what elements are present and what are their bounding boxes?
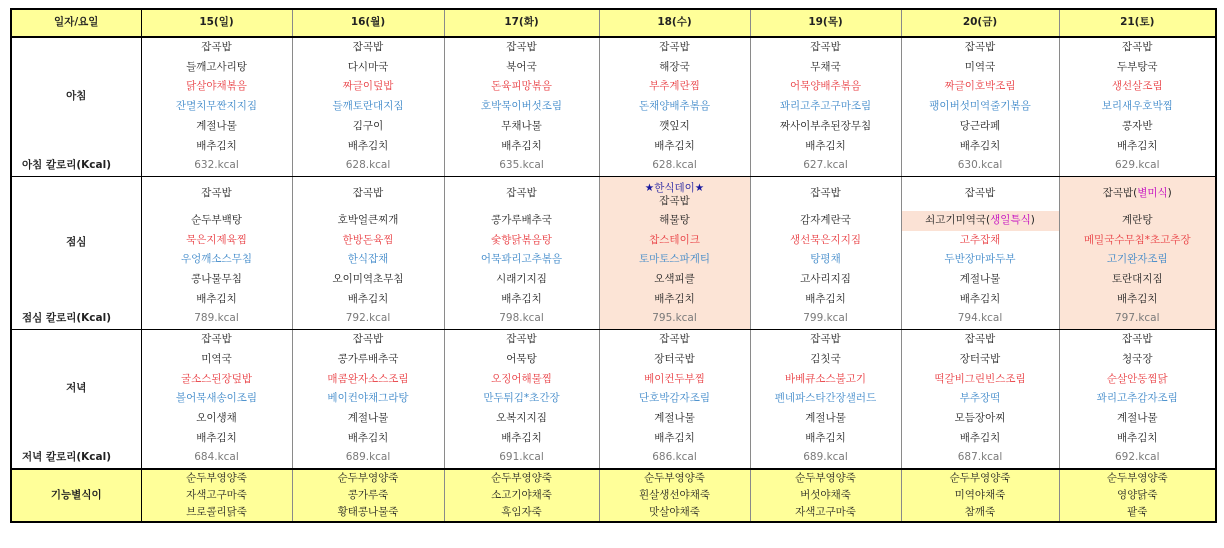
birthday-soup-paren: ) [1030,213,1035,226]
breakfast-tue-item-2: 돈육피망볶음 [444,77,599,97]
dinner-sat-item-1: 청국장 [1059,350,1216,370]
day-header-mon: 16(월) [292,9,444,37]
dinner-sun-item-1: 미역국 [141,350,292,370]
functional-row-1 [11,487,1216,504]
dinner-tue-calories: 691.kcal [444,448,599,469]
lunch-row-1 [11,211,1216,231]
day-header-tue: 17(화) [444,9,599,37]
breakfast-row-0 [11,37,1216,58]
functional-thu-item-2: 자색고구마죽 [750,504,901,522]
dinner-sat-calories: 692.kcal [1059,448,1216,469]
lunch-sat-item-0 [1059,176,1216,211]
functional-mon-item-0: 순두부영양죽 [292,469,444,487]
lunch-thu-item-4: 고사리지짐 [750,270,901,290]
dinner-sun-calories: 684.kcal [141,448,292,469]
day-header-thu: 19(목) [750,9,901,37]
functional-row-2 [11,504,1216,522]
breakfast-sat-item-1: 두부탕국 [1059,58,1216,78]
lunch-fri-calories: 794.kcal [901,309,1059,329]
dinner-sun-item-0: 잡곡밥 [141,330,292,350]
dinner-sun-item-2: 굴소스된장덮밥 [141,370,292,390]
functional-mon-item-1: 콩가루죽 [292,487,444,504]
lunch-tue-item-4: 시래기지짐 [444,270,599,290]
day-header-sun: 15(일) [141,9,292,37]
lunch-tue-calories: 798.kcal [444,309,599,329]
lunch-thu-item-5: 배추김치 [750,290,901,310]
functional-sun-item-2: 브로콜리닭죽 [141,504,292,522]
breakfast-wed-calories: 628.kcal [599,156,750,176]
breakfast-wed-item-3: 돈채양배추볶음 [599,97,750,117]
breakfast-sat-item-2: 생선살조림 [1059,77,1216,97]
dinner-thu-item-0: 잡곡밥 [750,330,901,350]
breakfast-sun-item-5: 배추김치 [141,137,292,157]
breakfast-tue-calories: 635.kcal [444,156,599,176]
breakfast-mon-item-2: 짜글이덮밥 [292,77,444,97]
lunch-tue-item-2: 숯향닭볶음탕 [444,231,599,251]
sat-rice-text: 잡곡밥( [1102,187,1138,200]
dinner-wed-item-3: 단호박감자조림 [599,389,750,409]
dinner-sat-item-2: 순살안동찜닭 [1059,370,1216,390]
breakfast-sun-item-3: 잔멸치무짠지지짐 [141,97,292,117]
dinner-fri-item-2: 떡갈비그린빈스조림 [901,370,1059,390]
breakfast-fri-item-3: 팽이버섯미역줄기볶음 [901,97,1059,117]
lunch-sun-calories: 789.kcal [141,309,292,329]
dinner-row-4 [11,409,1216,429]
breakfast-tue-item-1: 북어국 [444,58,599,78]
dinner-wed-item-4: 계절나물 [599,409,750,429]
lunch-fri-item-2: 고추잡채 [901,231,1059,251]
breakfast-label: 아침 [11,37,141,156]
functional-sat-item-0: 순두부영양죽 [1059,469,1216,487]
dinner-thu-calories: 689.kcal [750,448,901,469]
functional-tue-item-2: 흑임자죽 [444,504,599,522]
functional-sun-item-0: 순두부영양죽 [141,469,292,487]
lunch-thu-item-0: 잡곡밥 [750,176,901,211]
breakfast-thu-item-3: 꽈리고추고구마조림 [750,97,901,117]
lunch-sun-item-1: 순두부백탕 [141,211,292,231]
dinner-mon-item-1: 콩가루배추국 [292,350,444,370]
lunch-sun-item-4: 콩나물무침 [141,270,292,290]
birthday-soup-text: 쇠고기미역국( [925,213,991,226]
korean-day-badge: ★한식데이★ [644,182,705,195]
breakfast-wed-item-0: 잡곡밥 [599,37,750,58]
lunch-sat-item-4: 토란대지짐 [1059,270,1216,290]
lunch-sat-item-2: 메밀국수무침*초고추장 [1059,231,1216,251]
lunch-wed-rice: 잡곡밥 [659,195,690,208]
lunch-row-5 [11,290,1216,310]
lunch-wed-item-0 [599,176,750,211]
breakfast-fri-item-5: 배추김치 [901,137,1059,157]
functional-wed-item-1: 흰살생선야채죽 [599,487,750,504]
breakfast-sun-item-2: 닭살야채볶음 [141,77,292,97]
lunch-fri-item-1 [901,211,1059,231]
dinner-sat-item-5: 배추김치 [1059,429,1216,449]
dinner-sat-item-0: 잡곡밥 [1059,330,1216,350]
lunch-row-4 [11,270,1216,290]
breakfast-mon-item-3: 들깨토란대지짐 [292,97,444,117]
breakfast-wed-item-1: 해장국 [599,58,750,78]
dinner-tue-item-5: 배추김치 [444,429,599,449]
lunch-label: 점심 [11,176,141,309]
lunch-wed-item-5: 배추김치 [599,290,750,310]
dinner-label: 저녁 [11,330,141,449]
breakfast-fri-item-1: 미역국 [901,58,1059,78]
dinner-tue-item-4: 오복지지짐 [444,409,599,429]
breakfast-tue-item-4: 무채나물 [444,117,599,137]
functional-label: 기능별식이 [11,469,141,522]
dinner-mon-calories: 689.kcal [292,448,444,469]
lunch-row-3 [11,250,1216,270]
dinner-thu-item-4: 계절나물 [750,409,901,429]
functional-wed-item-0: 순두부영양죽 [599,469,750,487]
dinner-sun-item-3: 볼어묵새송이조림 [141,389,292,409]
functional-sun-item-1: 자색고구마죽 [141,487,292,504]
dinner-mon-item-0: 잡곡밥 [292,330,444,350]
dinner-wed-item-0: 잡곡밥 [599,330,750,350]
header-label: 일자/요일 [11,9,141,37]
dinner-wed-item-2: 베이컨두부찜 [599,370,750,390]
breakfast-sat-item-4: 콩자반 [1059,117,1216,137]
lunch-thu-item-1: 감자계란국 [750,211,901,231]
sat-rice-paren: ) [1167,187,1172,200]
breakfast-fri-item-4: 당근라페 [901,117,1059,137]
lunch-sat-item-3: 고기완자조림 [1059,250,1216,270]
breakfast-tue-item-3: 호박묵이버섯조림 [444,97,599,117]
breakfast-mon-item-4: 김구이 [292,117,444,137]
dinner-wed-item-1: 장터국밥 [599,350,750,370]
dinner-thu-item-5: 배추김치 [750,429,901,449]
functional-tue-item-0: 순두부영양죽 [444,469,599,487]
breakfast-wed-item-5: 배추김치 [599,137,750,157]
lunch-sat-calories: 797.kcal [1059,309,1216,329]
lunch-sat-item-5: 배추김치 [1059,290,1216,310]
breakfast-sat-item-0: 잡곡밥 [1059,37,1216,58]
lunch-wed-item-3: 토마토스파게티 [599,250,750,270]
breakfast-fri-item-0: 잡곡밥 [901,37,1059,58]
lunch-tue-item-5: 배추김치 [444,290,599,310]
dinner-calorie-row [11,448,1216,469]
header-row [11,9,1216,37]
lunch-mon-calories: 792.kcal [292,309,444,329]
dinner-sun-item-4: 오이생채 [141,409,292,429]
dinner-fri-item-0: 잡곡밥 [901,330,1059,350]
functional-fri-item-2: 참깨죽 [901,504,1059,522]
lunch-sun-item-0: 잡곡밥 [141,176,292,211]
day-header-fri: 20(금) [901,9,1059,37]
lunch-thu-calories: 799.kcal [750,309,901,329]
functional-sat-item-2: 팥죽 [1059,504,1216,522]
breakfast-sat-calories: 629.kcal [1059,156,1216,176]
lunch-thu-item-3: 탕평채 [750,250,901,270]
lunch-tue-item-1: 콩가루배추국 [444,211,599,231]
lunch-calorie-label: 점심 칼로리(Kcal) [11,309,141,329]
lunch-mon-item-2: 한방돈육찜 [292,231,444,251]
breakfast-row-2 [11,77,1216,97]
dinner-mon-item-4: 계절나물 [292,409,444,429]
weekly-menu-table [10,8,1217,523]
lunch-tue-item-3: 어묵꽈리고추볶음 [444,250,599,270]
breakfast-row-1 [11,58,1216,78]
breakfast-thu-item-5: 배추김치 [750,137,901,157]
functional-sat-item-1: 영양닭죽 [1059,487,1216,504]
dinner-sun-item-5: 배추김치 [141,429,292,449]
dinner-wed-calories: 686.kcal [599,448,750,469]
dinner-thu-item-3: 펜네파스타간장샐러드 [750,389,901,409]
breakfast-mon-item-0: 잡곡밥 [292,37,444,58]
lunch-thu-item-2: 생선묵은지지짐 [750,231,901,251]
breakfast-mon-item-1: 다시마국 [292,58,444,78]
dinner-thu-item-1: 김칫국 [750,350,901,370]
breakfast-row-3 [11,97,1216,117]
breakfast-sun-item-0: 잡곡밥 [141,37,292,58]
breakfast-sun-calories: 632.kcal [141,156,292,176]
lunch-sun-item-2: 묵은지제육찜 [141,231,292,251]
breakfast-row-4 [11,117,1216,137]
lunch-fri-item-0: 잡곡밥 [901,176,1059,211]
lunch-row-2 [11,231,1216,251]
breakfast-fri-item-2: 짜글이호박조림 [901,77,1059,97]
dinner-thu-item-2: 바베큐소스불고기 [750,370,901,390]
dinner-sat-item-4: 계절나물 [1059,409,1216,429]
lunch-fri-item-4: 계절나물 [901,270,1059,290]
lunch-tue-item-0: 잡곡밥 [444,176,599,211]
functional-thu-item-0: 순두부영양죽 [750,469,901,487]
dinner-fri-item-5: 배추김치 [901,429,1059,449]
breakfast-tue-item-5: 배추김치 [444,137,599,157]
dinner-mon-item-3: 베이컨야채그라탕 [292,389,444,409]
dinner-row-3 [11,389,1216,409]
breakfast-thu-item-0: 잡곡밥 [750,37,901,58]
functional-thu-item-1: 버섯야채죽 [750,487,901,504]
lunch-wed-item-2: 찹스테이크 [599,231,750,251]
breakfast-mon-calories: 628.kcal [292,156,444,176]
special-meal-tag: 별미식 [1137,187,1168,200]
lunch-mon-item-1: 호박얼큰찌개 [292,211,444,231]
breakfast-sun-item-4: 계절나물 [141,117,292,137]
dinner-tue-item-3: 만두튀김*초간장 [444,389,599,409]
breakfast-sat-item-3: 보리새우호박찜 [1059,97,1216,117]
lunch-fri-item-5: 배추김치 [901,290,1059,310]
breakfast-sun-item-1: 들깨고사리탕 [141,58,292,78]
dinner-fri-calories: 687.kcal [901,448,1059,469]
day-header-wed: 18(수) [599,9,750,37]
dinner-row-2 [11,370,1216,390]
breakfast-thu-item-2: 어묵양배추볶음 [750,77,901,97]
lunch-sun-item-3: 우엉깨소스무침 [141,250,292,270]
dinner-fri-item-1: 장터국밥 [901,350,1059,370]
dinner-sat-item-3: 꽈리고추감자조림 [1059,389,1216,409]
breakfast-thu-calories: 627.kcal [750,156,901,176]
lunch-row-0 [11,176,1216,211]
functional-row-0 [11,469,1216,487]
lunch-fri-item-3: 두반장마파두부 [901,250,1059,270]
dinner-fri-item-4: 모듬장아찌 [901,409,1059,429]
dinner-row-0 [11,330,1216,350]
functional-fri-item-0: 순두부영양죽 [901,469,1059,487]
breakfast-sat-item-5: 배추김치 [1059,137,1216,157]
breakfast-calorie-label: 아침 칼로리(Kcal) [11,156,141,176]
functional-wed-item-2: 맛살야채죽 [599,504,750,522]
dinner-tue-item-2: 오징어해물찜 [444,370,599,390]
dinner-tue-item-1: 어묵탕 [444,350,599,370]
lunch-wed-item-4: 오색피클 [599,270,750,290]
lunch-calorie-row [11,309,1216,329]
dinner-wed-item-5: 배추김치 [599,429,750,449]
lunch-mon-item-4: 오이미역초무침 [292,270,444,290]
functional-mon-item-2: 황태콩나물죽 [292,504,444,522]
breakfast-thu-item-4: 짜사이부추된장무침 [750,117,901,137]
dinner-row-1 [11,350,1216,370]
breakfast-wed-item-4: 깻잎지 [599,117,750,137]
dinner-calorie-label: 저녁 칼로리(Kcal) [11,448,141,469]
birthday-special-tag: 생일특식 [990,213,1031,226]
lunch-mon-item-0: 잡곡밥 [292,176,444,211]
breakfast-fri-calories: 630.kcal [901,156,1059,176]
lunch-mon-item-5: 배추김치 [292,290,444,310]
lunch-sat-item-1: 계란탕 [1059,211,1216,231]
dinner-mon-item-5: 배추김치 [292,429,444,449]
breakfast-row-5 [11,137,1216,157]
breakfast-tue-item-0: 잡곡밥 [444,37,599,58]
breakfast-wed-item-2: 부추계란찜 [599,77,750,97]
functional-fri-item-1: 미역야채죽 [901,487,1059,504]
lunch-mon-item-3: 한식잡채 [292,250,444,270]
lunch-sun-item-5: 배추김치 [141,290,292,310]
functional-tue-item-1: 소고기야채죽 [444,487,599,504]
lunch-wed-calories: 795.kcal [599,309,750,329]
dinner-fri-item-3: 부추장떡 [901,389,1059,409]
breakfast-mon-item-5: 배추김치 [292,137,444,157]
dinner-tue-item-0: 잡곡밥 [444,330,599,350]
dinner-row-5 [11,429,1216,449]
day-header-sat: 21(토) [1059,9,1216,37]
breakfast-calorie-row [11,156,1216,176]
breakfast-thu-item-1: 무채국 [750,58,901,78]
dinner-mon-item-2: 매콤완자소스조림 [292,370,444,390]
lunch-wed-item-1: 해물탕 [599,211,750,231]
